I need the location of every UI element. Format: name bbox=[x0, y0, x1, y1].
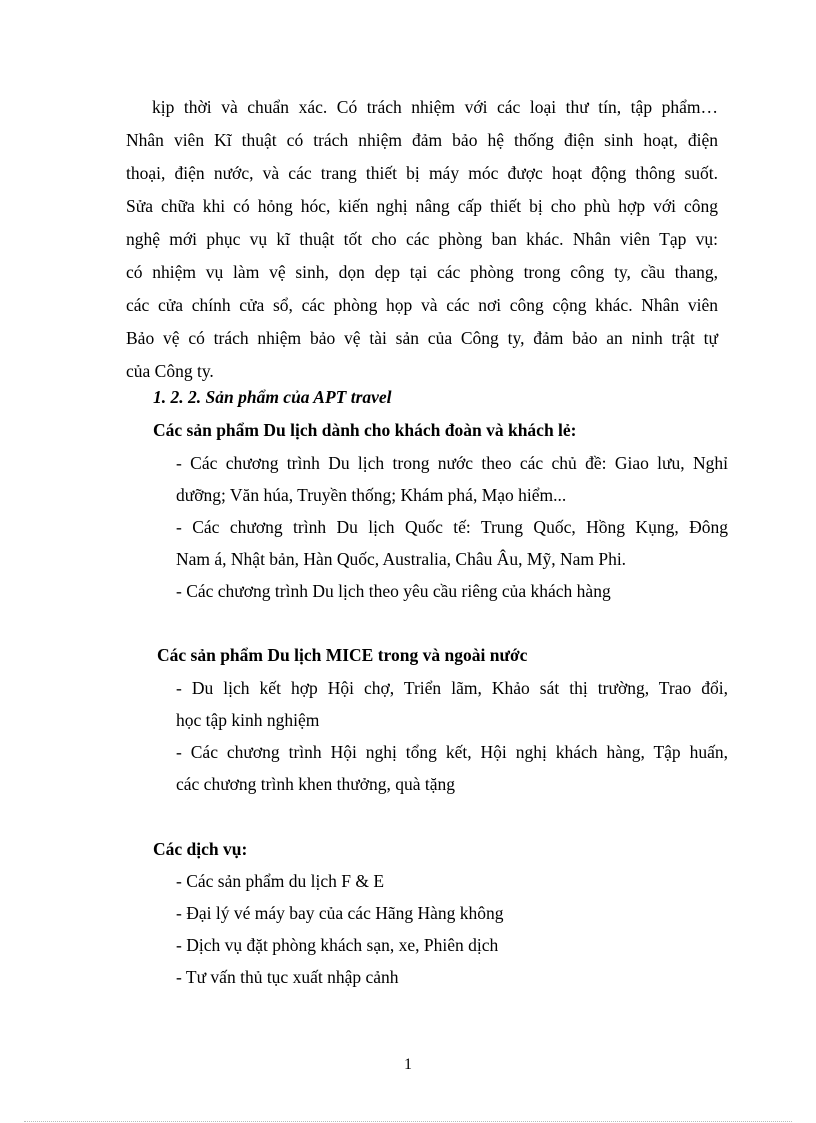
paragraph-line: có nhiệm vụ làm vệ sinh, dọn dẹp tại các phòng trong công ty, cầu thang, bbox=[126, 262, 718, 282]
list-item-continuation: các chương trình khen thưởng, quà tặng bbox=[176, 774, 456, 794]
paragraph-line: Sửa chữa khi có hỏng hóc, kiến nghị nâng cấp thiết bị cho phù hợp với công bbox=[126, 196, 718, 216]
group-title-tour-products: Các sản phẩm Du lịch dành cho khách đoàn và khách lẻ: bbox=[153, 420, 577, 440]
intro-paragraph bbox=[126, 91, 718, 388]
group-title-mice: Các sản phẩm Du lịch MICE trong và ngoài nước bbox=[157, 645, 528, 665]
paragraph-line: kịp thời và chuẩn xác. Có trách nhiệm với các loại thư tín, tập phẩm… bbox=[152, 97, 718, 117]
list-item: - Đại lý vé máy bay của các Hãng Hàng không bbox=[176, 903, 504, 923]
paragraph-line: các cửa chính cửa sổ, các phòng họp và các nơi công cộng khác. Nhân viên bbox=[126, 295, 718, 315]
group-title-services: Các dịch vụ: bbox=[153, 839, 248, 859]
list-item-continuation: học tập kinh nghiệm bbox=[176, 710, 320, 730]
list-item: - Các chương trình Du lịch theo yêu cầu riêng của khách hàng bbox=[176, 581, 611, 601]
list-item-continuation: dưỡng; Văn húa, Truyền thống; Khám phá, Mạo hiểm... bbox=[176, 485, 567, 505]
paragraph-line: Bảo vệ có trách nhiệm bảo vệ tài sản của Công ty, đảm bảo an ninh trật tự bbox=[126, 328, 718, 348]
paragraph-line: của Công ty. bbox=[126, 361, 214, 381]
paragraph-line: thoại, điện nước, và các trang thiết bị máy móc được hoạt động thông suốt. bbox=[126, 163, 718, 183]
list-item: - Du lịch kết hợp Hội chợ, Triển lãm, Khảo sát thị trường, Trao đổi, bbox=[176, 678, 728, 698]
paragraph-line: nghệ mới phục vụ kĩ thuật tốt cho các phòng ban khác. Nhân viên Tạp vụ: bbox=[126, 229, 718, 249]
list-item: - Các sản phẩm du lịch F & E bbox=[176, 871, 385, 891]
list-item: - Các chương trình Hội nghị tổng kết, Hội nghị khách hàng, Tập huấn, bbox=[176, 742, 728, 762]
list-item: - Tư vấn thủ tục xuất nhập cảnh bbox=[176, 967, 399, 987]
paragraph-line: Nhân viên Kĩ thuật có trách nhiệm đảm bảo hệ thống điện sinh hoạt, điện bbox=[126, 130, 718, 150]
section-heading: 1. 2. 2. Sản phẩm của APT travel bbox=[153, 387, 392, 407]
page-number: 1 bbox=[404, 1056, 412, 1073]
list-item-continuation: Nam á, Nhật bản, Hàn Quốc, Australia, Châu Âu, Mỹ, Nam Phi. bbox=[176, 549, 627, 569]
list-item: - Các chương trình Du lịch trong nước theo các chủ đề: Giao lưu, Nghỉ bbox=[176, 453, 728, 473]
list-item: - Các chương trình Du lịch Quốc tế: Trung Quốc, Hồng Kụng, Đông bbox=[176, 517, 728, 537]
list-item: - Dịch vụ đặt phòng khách sạn, xe, Phiên dịch bbox=[176, 935, 499, 955]
page-bottom-divider bbox=[24, 1121, 792, 1122]
